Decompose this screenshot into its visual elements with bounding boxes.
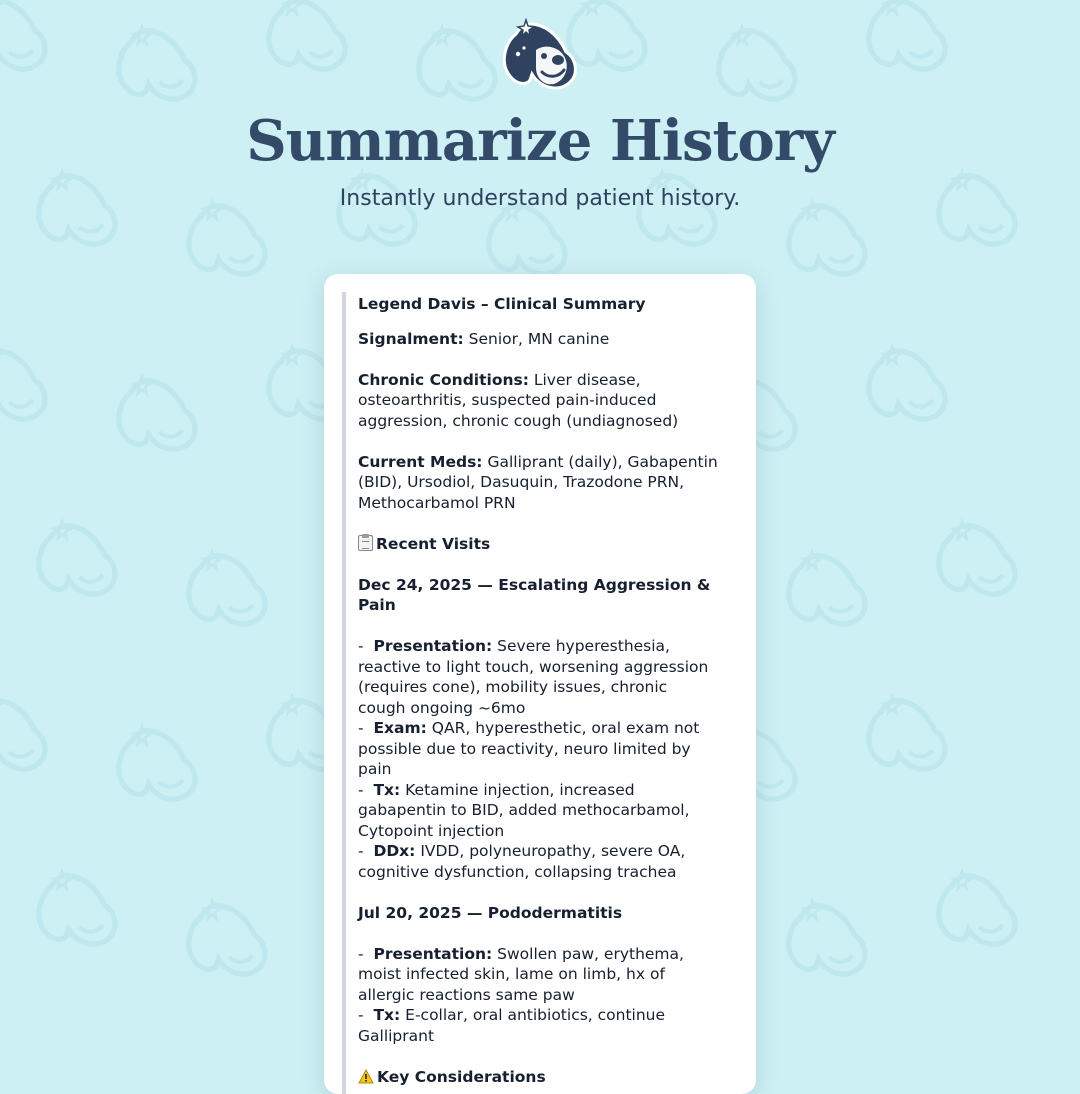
visit-item-value: IVDD, polyneuropathy, severe OA, cognitive dysfunction, collapsing trachea <box>358 842 686 881</box>
meds-label: Current Meds: <box>358 452 483 471</box>
background-dog-icon <box>110 720 202 812</box>
visit-item-label: DDx: <box>373 842 416 860</box>
dog-mascot-logo <box>496 14 582 100</box>
background-dog-icon <box>110 370 202 462</box>
visit-title: Dec 24, 2025 — Escalating Aggression & Pain <box>358 575 711 614</box>
background-dog-icon <box>180 545 272 637</box>
background-dog-icon <box>180 895 272 987</box>
visit-item-label: Exam: <box>373 719 427 737</box>
visit-item: - Presentation: Severe hyperesthesia, reactive to light touch, worsening aggression (requires cone), mobility issues, chronic cough ongoing ~6mo <box>358 637 709 717</box>
background-dog-icon <box>930 165 1022 257</box>
background-dog-icon <box>0 340 52 432</box>
chronic-value: Liver disease, osteoarthritis, suspected pain-induced aggression, chronic cough (undiagnosed) <box>358 370 679 430</box>
signalment-label: Signalment: <box>358 329 464 348</box>
visit-item: - Exam: QAR, hyperesthetic, oral exam not possible due to reactivity, neuro limited by pain <box>358 719 700 778</box>
background-dog-icon <box>330 165 422 257</box>
visit-item: - Tx: Ketamine injection, increased gabapentin to BID, added methocarbamol, Cytopoint injection <box>358 780 690 840</box>
visit-item-value: QAR, hyperesthetic, oral exam not possible due to reactivity, neuro limited by pain <box>358 719 700 778</box>
current-meds-line <box>358 452 718 514</box>
background-dog-icon <box>410 20 502 112</box>
warning-icon <box>358 1069 374 1084</box>
visit-item-value: Severe hyperesthesia, reactive to light touch, worsening aggression (requires cone), mobility issues, chronic cough ongoing ~6mo <box>358 637 709 717</box>
background-dog-icon <box>0 0 52 82</box>
background-dog-icon <box>110 20 202 112</box>
background-dog-icon <box>930 865 1022 957</box>
visit-item-value: Ketamine injection, increased gabapentin to BID, added methocarbamol, Cytopoint injection <box>358 780 690 840</box>
summary-heading: Legend Davis – Clinical Summary <box>358 295 646 313</box>
background-dog-icon <box>860 0 952 82</box>
meds-value: Galliprant (daily), Gabapentin (BID), Ursodiol, Dasuquin, Trazodone PRN, Methocarbamol PRN <box>358 452 718 512</box>
visit-item: - DDx: IVDD, polyneuropathy, severe OA, cognitive dysfunction, collapsing trachea <box>358 842 686 881</box>
recent-visits-label: Recent Visits <box>376 534 491 553</box>
background-dog-icon <box>0 690 52 782</box>
chronic-conditions-line <box>358 370 718 432</box>
visit-item-label: Tx: <box>373 1006 401 1024</box>
visit-item-label: Presentation: <box>373 944 493 963</box>
background-dog-icon <box>630 165 722 257</box>
background-dog-icon <box>860 340 952 432</box>
visit-item-value: Swollen paw, erythema, moist infected skin, lame on limb, hx of allergic reactions same paw <box>358 944 684 1004</box>
background-dog-icon <box>930 515 1022 607</box>
clipboard-icon <box>358 535 373 551</box>
visit-item-value: E-collar, oral antibiotics, continue Galliprant <box>358 1006 666 1045</box>
background-dog-icon <box>30 515 122 607</box>
clinical-summary-card <box>324 274 756 1094</box>
background-dog-icon <box>780 895 872 987</box>
background-dog-icon <box>710 20 802 112</box>
background-dog-icon <box>30 865 122 957</box>
key-considerations-heading <box>358 1067 718 1088</box>
summary-body <box>358 294 718 1087</box>
signalment-line <box>358 329 718 350</box>
quote-rule <box>342 292 346 1094</box>
recent-visits-heading <box>358 534 718 555</box>
visit-item: - Tx: E-collar, oral antibiotics, continue Galliprant <box>358 1006 666 1045</box>
key-considerations-label: Key Considerations <box>377 1067 546 1086</box>
background-dog-icon <box>780 545 872 637</box>
visit-title: Jul 20, 2025 — Pododermatitis <box>358 903 623 922</box>
visit-item: - Presentation: Swollen paw, erythema, moist infected skin, lame on limb, hx of allergic reactions same paw <box>358 944 684 1004</box>
chronic-label: Chronic Conditions: <box>358 370 529 389</box>
visit-item-label: Tx: <box>373 780 401 799</box>
page-title: Summarize History <box>246 108 834 174</box>
visit-item-label: Presentation: <box>373 637 493 655</box>
background-dog-icon <box>30 165 122 257</box>
background-dog-icon <box>260 0 352 82</box>
background-dog-icon <box>860 690 952 782</box>
signalment-value: Senior, MN canine <box>463 329 610 348</box>
page-subtitle: Instantly understand patient history. <box>339 186 741 211</box>
